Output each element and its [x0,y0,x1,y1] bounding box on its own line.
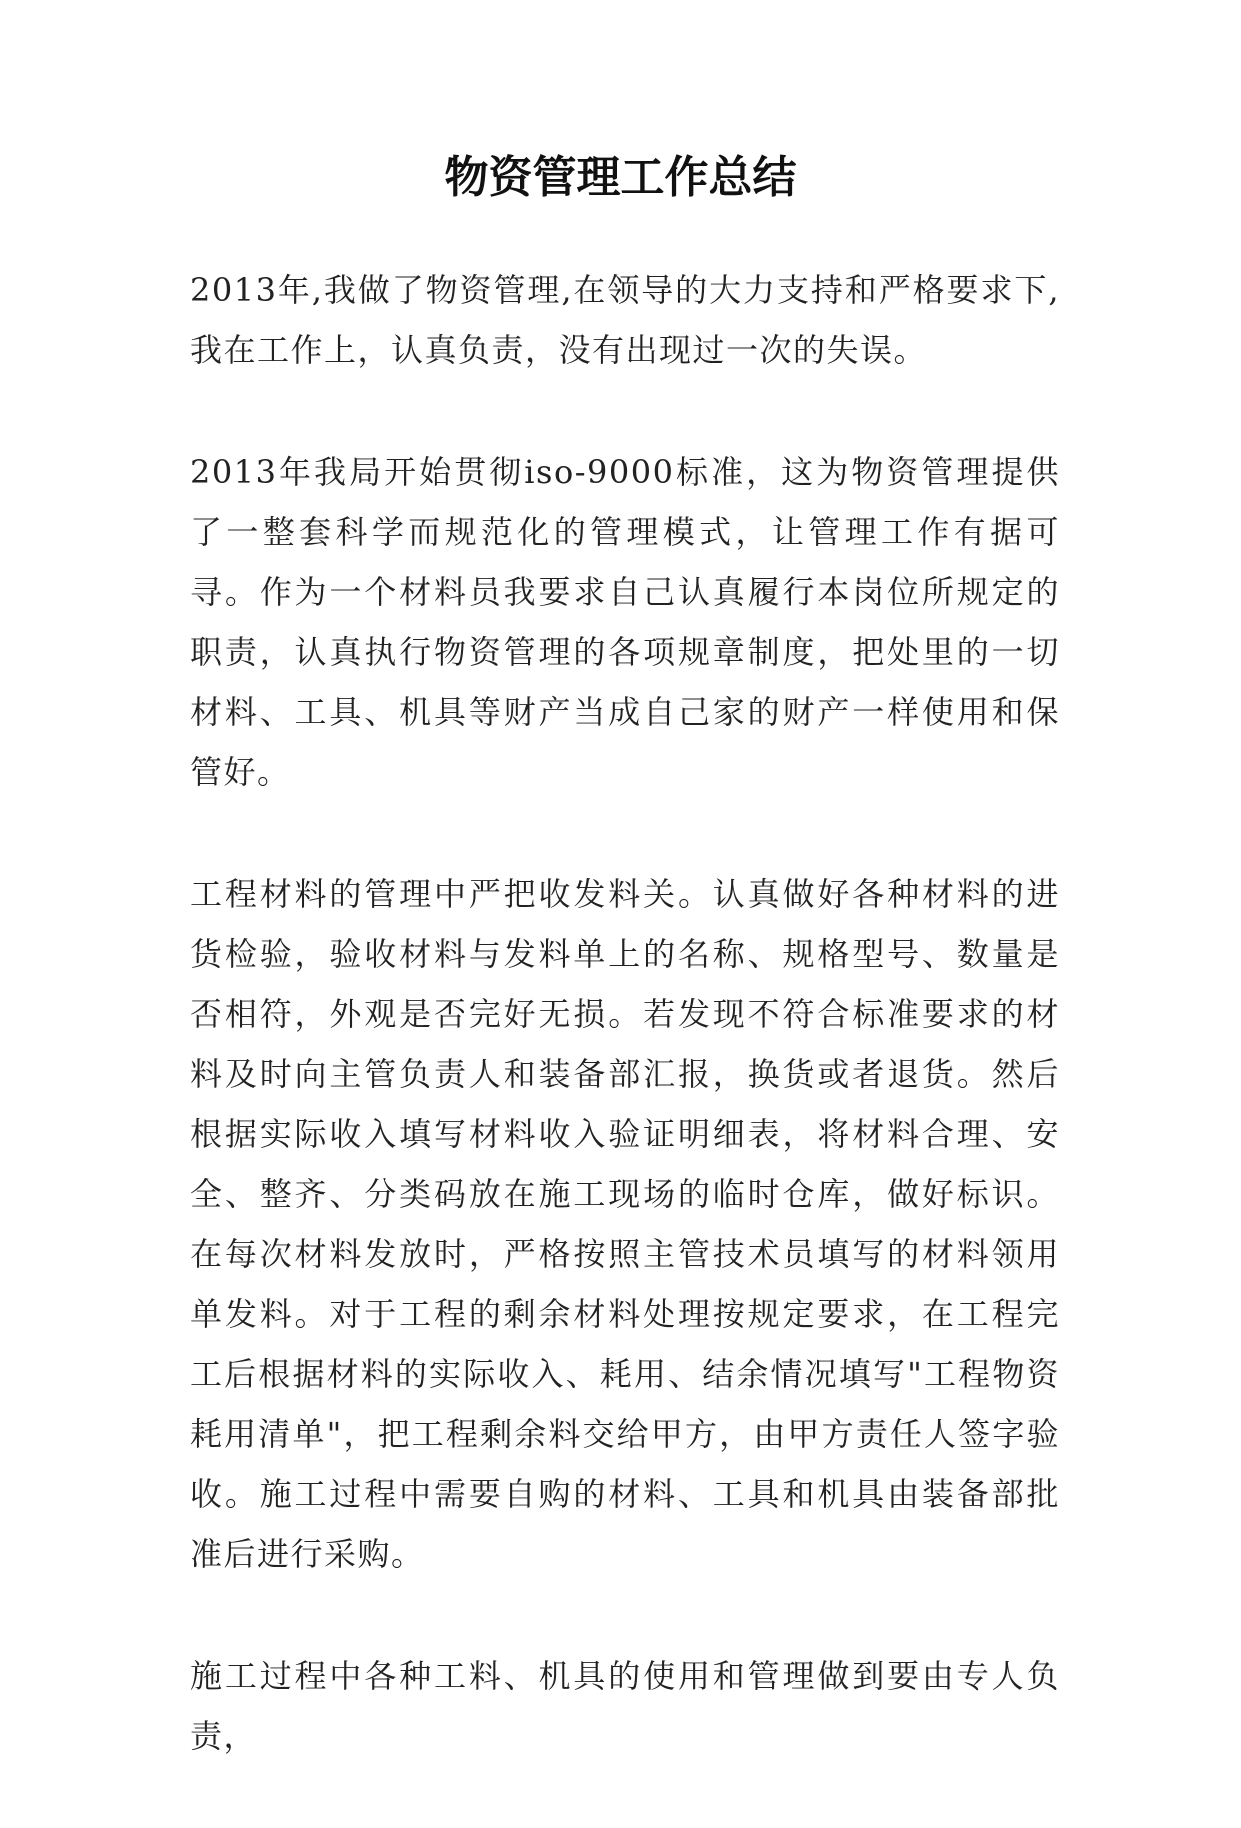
paragraph-1: 2013年,我做了物资管理,在领导的大力支持和严格要求下,我在工作上，认真负责，没有出现过一次的失误。 [190,271,1060,369]
paragraph-2: 2013年我局开始贯彻iso-9000标准，这为物资管理提供了一整套科学而规范化的管理模式，让管理工作有据可寻。作为一个材料员我要求自己认真履行本岗位所规定的职责，认真执行物资管理的各项规章制度，把处里的一切材料、工具、机具等财产当成自己家的财产一样使用和保管好。 [190,453,1060,791]
paragraph-3: 工程材料的管理中严把收发料关。认真做好各种材料的进货检验，验收材料与发料单上的名称、规格型号、数量是否相符，外观是否完好无损。若发现不符合标准要求的材料及时向主管负责人和装备部汇报，换货或者退货。然后根据实际收入填写材料收入验证明细表，将材料合理、安全、整齐、分类码放在施工现场的临时仓库，做好标识。在每次材料发放时，严格按照主管技术员填写的材料领用单发料。对于工程的剩余材料处理按规定要求，在工程完工后根据材料的实际收入、耗用、结余情况填写"工程物资耗用清单"，把工程剩余料交给甲方，由甲方责任人签字验收。施工过程中需要自购的材料、工具和机具由装备部批准后进行采购。 [190,875,1060,1573]
paragraph-4: 施工过程中各种工料、机具的使用和管理做到要由专人负责， [190,1657,1060,1755]
document-title: 物资管理工作总结 [444,152,797,203]
document-body [190,260,1060,1828]
